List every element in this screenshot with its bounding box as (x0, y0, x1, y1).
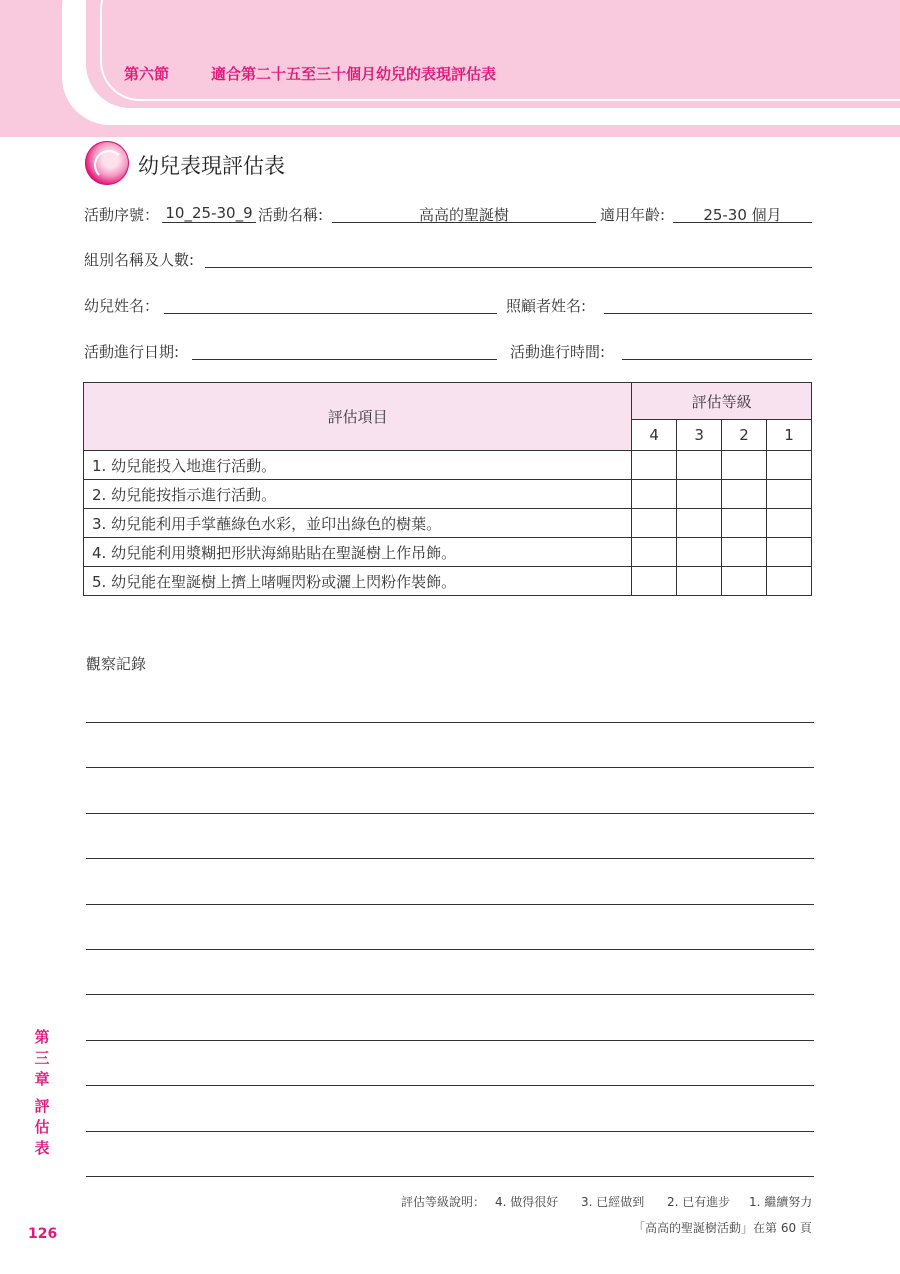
grade-col-2: 2 (722, 420, 767, 451)
grade-cell[interactable] (677, 509, 722, 538)
activity-page-reference: 「高高的聖誕樹活動」在第 60 頁 (633, 1221, 812, 1235)
activity-no-line (162, 222, 256, 223)
grade-cell[interactable] (722, 480, 767, 509)
observation-line[interactable] (86, 767, 814, 768)
legend-4: 4. 做得很好 (495, 1195, 559, 1209)
legend-2: 2. 已有進步 (667, 1195, 731, 1209)
item-text: 2. 幼兒能按指示進行活動。 (84, 480, 632, 509)
observation-line[interactable] (86, 904, 814, 905)
date-input-line[interactable] (192, 359, 497, 360)
activity-name-value: 高高的聖誕樹 (418, 206, 509, 224)
observation-line[interactable] (86, 1040, 814, 1041)
observation-line[interactable] (86, 858, 814, 859)
grade-col-1: 1 (767, 420, 812, 451)
date-label: 活動進行日期: (84, 343, 180, 361)
observation-line[interactable] (86, 949, 814, 950)
observation-line[interactable] (86, 813, 814, 814)
grade-cell[interactable] (632, 451, 677, 480)
age-line (673, 222, 812, 223)
side-topic (32, 1096, 52, 1159)
item-text: 4. 幼兒能利用漿糊把形狀海綿貼貼在聖誕樹上作吊飾。 (84, 538, 632, 567)
side-chapter (32, 1027, 52, 1090)
grade-cell[interactable] (632, 538, 677, 567)
grade-cell[interactable] (632, 509, 677, 538)
observation-line[interactable] (86, 1085, 814, 1086)
table-row (84, 509, 812, 538)
time-input-line[interactable] (622, 359, 812, 360)
grade-cell[interactable] (767, 567, 812, 596)
page-number: 126 (28, 1226, 58, 1242)
grade-cell[interactable] (767, 451, 812, 480)
grade-cell[interactable] (767, 480, 812, 509)
time-label: 活動進行時間: (510, 343, 606, 361)
side-chapter-char: 三 (34, 1049, 50, 1067)
observation-line[interactable] (86, 994, 814, 995)
grade-cell[interactable] (722, 451, 767, 480)
table-row (84, 480, 812, 509)
carer-name-input-line[interactable] (604, 313, 812, 314)
child-name-input-line[interactable] (164, 313, 497, 314)
grade-cell[interactable] (677, 451, 722, 480)
child-name-label: 幼兒姓名： (84, 297, 160, 315)
section-label: 第六節 (124, 65, 170, 83)
grade-cell[interactable] (677, 538, 722, 567)
age-label: 適用年齡: (600, 206, 666, 224)
group-label: 組別名稱及人數: (84, 251, 195, 269)
observation-label: 觀察記錄 (86, 655, 147, 673)
side-chapter-char: 章 (34, 1070, 50, 1088)
activity-name-label: 活動名稱: (258, 206, 324, 224)
carer-name-label: 照顧者姓名: (506, 297, 587, 315)
grade-cell[interactable] (767, 538, 812, 567)
grade-cell[interactable] (632, 480, 677, 509)
legend-1: 1. 繼續努力 (749, 1195, 813, 1209)
item-text: 5. 幼兒能在聖誕樹上擠上啫喱閃粉或灑上閃粉作裝飾。 (84, 567, 632, 596)
grade-col-3: 3 (677, 420, 722, 451)
activity-no-label: 活動序號： (84, 206, 160, 224)
grade-cell[interactable] (677, 567, 722, 596)
side-chapter-char: 第 (34, 1028, 50, 1046)
grade-cell[interactable] (722, 509, 767, 538)
legend-title: 評估等級說明： (401, 1195, 486, 1209)
table-row (84, 538, 812, 567)
observation-line[interactable] (86, 722, 814, 723)
grade-cell[interactable] (677, 480, 722, 509)
side-topic-char: 表 (34, 1139, 50, 1157)
section-title: 適合第二十五至三十個月幼兒的表現評估表 (211, 65, 497, 83)
age-value: 25-30 個月 (703, 206, 782, 224)
item-text: 3. 幼兒能利用手掌蘸綠色水彩，並印出綠色的樹葉。 (84, 509, 632, 538)
activity-no-value: 10_25-30_9 (165, 204, 253, 222)
grade-col-4: 4 (632, 420, 677, 451)
side-topic-char: 估 (34, 1118, 50, 1136)
legend-3: 3. 已經做到 (581, 1195, 645, 1209)
side-topic-char: 評 (34, 1097, 50, 1115)
grade-cell[interactable] (632, 567, 677, 596)
grade-cell[interactable] (722, 567, 767, 596)
header-decor-line (100, 0, 900, 101)
bubble-logo-icon (85, 141, 129, 185)
form-title: 幼兒表現評估表 (138, 154, 285, 178)
group-input-line[interactable] (205, 267, 812, 268)
observation-line[interactable] (86, 1176, 814, 1177)
table-row (84, 451, 812, 480)
item-text: 1. 幼兒能投入地進行活動。 (84, 451, 632, 480)
observation-line[interactable] (86, 1131, 814, 1132)
grade-cell[interactable] (767, 509, 812, 538)
activity-name-line (332, 222, 596, 223)
grade-cell[interactable] (722, 538, 767, 567)
evaluation-table (83, 382, 812, 596)
table-header-grade: 評估等級 (632, 383, 812, 420)
table-row (84, 567, 812, 596)
table-header-item: 評估項目 (84, 383, 632, 451)
